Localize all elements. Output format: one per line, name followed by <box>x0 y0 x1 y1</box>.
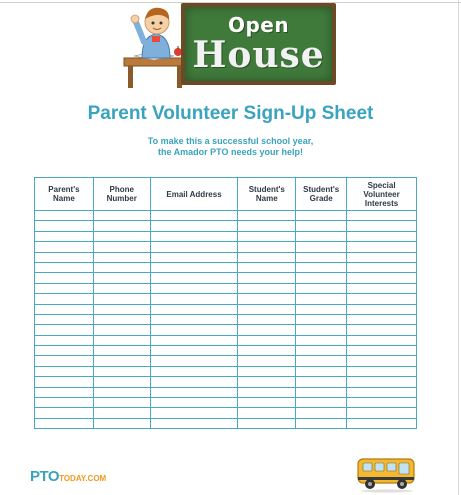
table-cell <box>238 325 296 335</box>
table-cell <box>35 211 94 221</box>
table-cell <box>347 242 417 252</box>
table-cell <box>35 325 94 335</box>
table-cell <box>347 294 417 304</box>
table-cell <box>296 252 347 262</box>
table-cell <box>150 273 238 283</box>
table-cell <box>93 387 150 397</box>
table-cell <box>296 335 347 345</box>
page-title: Parent Volunteer Sign-Up Sheet <box>87 103 374 124</box>
page-subtitle <box>0 136 461 158</box>
table-row <box>35 283 417 293</box>
table-cell <box>296 377 347 387</box>
table-cell <box>347 231 417 241</box>
column-header-phone-number: Phone Number <box>93 178 150 211</box>
table-cell <box>93 325 150 335</box>
table-row <box>35 314 417 324</box>
table-cell <box>347 283 417 293</box>
table-cell <box>35 304 94 314</box>
table-cell <box>347 325 417 335</box>
table-row <box>35 294 417 304</box>
table-cell <box>150 346 238 356</box>
table-cell <box>347 387 417 397</box>
table-cell <box>347 221 417 231</box>
table-cell <box>238 346 296 356</box>
table-cell <box>296 221 347 231</box>
table-cell <box>93 242 150 252</box>
table-cell <box>93 262 150 272</box>
table-cell <box>35 398 94 408</box>
table-cell <box>150 377 238 387</box>
table-cell <box>150 356 238 366</box>
table-cell <box>347 356 417 366</box>
table-cell <box>296 356 347 366</box>
table-row <box>35 211 417 221</box>
table-cell <box>347 314 417 324</box>
table-row <box>35 252 417 262</box>
school-bus-icon <box>356 455 418 493</box>
table-cell <box>347 304 417 314</box>
table-cell <box>93 294 150 304</box>
table-cell <box>150 418 238 428</box>
table-cell <box>150 408 238 418</box>
table-cell <box>238 262 296 272</box>
table-cell <box>296 283 347 293</box>
table-cell <box>238 377 296 387</box>
table-cell <box>238 304 296 314</box>
table-cell <box>93 221 150 231</box>
table-cell <box>93 346 150 356</box>
pto-today-logo <box>30 468 106 485</box>
table-cell <box>150 262 238 272</box>
table-cell <box>238 242 296 252</box>
table-cell <box>35 252 94 262</box>
table-cell <box>150 294 238 304</box>
table-cell <box>93 304 150 314</box>
table-cell <box>347 377 417 387</box>
table-cell <box>150 283 238 293</box>
table-cell <box>347 252 417 262</box>
table-cell <box>35 262 94 272</box>
table-cell <box>35 294 94 304</box>
table-cell <box>238 387 296 397</box>
table-cell <box>238 273 296 283</box>
table-row <box>35 356 417 366</box>
table-cell <box>150 366 238 376</box>
table-cell <box>238 294 296 304</box>
table-cell <box>347 335 417 345</box>
table-cell <box>35 231 94 241</box>
table-cell <box>296 418 347 428</box>
table-cell <box>150 325 238 335</box>
table-cell <box>347 262 417 272</box>
open-house-header <box>120 0 340 92</box>
table-cell <box>93 377 150 387</box>
table-cell <box>93 231 150 241</box>
table-cell <box>347 418 417 428</box>
table-cell <box>35 356 94 366</box>
table-cell <box>35 346 94 356</box>
table-cell <box>347 408 417 418</box>
table-cell <box>150 252 238 262</box>
table-cell <box>296 262 347 272</box>
table-cell <box>238 366 296 376</box>
table-cell <box>93 211 150 221</box>
table-cell <box>296 325 347 335</box>
table-row <box>35 418 417 428</box>
table-cell <box>150 387 238 397</box>
table-cell <box>35 377 94 387</box>
table-row <box>35 366 417 376</box>
subtitle-line-2: the Amador PTO needs your help! <box>157 147 304 157</box>
table-cell <box>347 273 417 283</box>
table-cell <box>35 335 94 345</box>
table-cell <box>238 283 296 293</box>
table-cell <box>347 398 417 408</box>
table-cell <box>150 242 238 252</box>
table-cell <box>296 273 347 283</box>
table-cell <box>347 346 417 356</box>
column-header-student-name: Student's Name <box>238 178 296 211</box>
table-row <box>35 377 417 387</box>
table-cell <box>296 387 347 397</box>
table-cell <box>35 387 94 397</box>
chalkboard <box>181 3 336 85</box>
table-cell <box>296 211 347 221</box>
table-row <box>35 335 417 345</box>
sign-up-table <box>34 177 417 429</box>
table-cell <box>347 211 417 221</box>
column-header-email-address: Email Address <box>150 178 238 211</box>
table-cell <box>93 335 150 345</box>
table-cell <box>35 366 94 376</box>
table-cell <box>35 418 94 428</box>
table-cell <box>238 335 296 345</box>
table-row <box>35 262 417 272</box>
table-row <box>35 387 417 397</box>
table-cell <box>93 408 150 418</box>
table-cell <box>93 283 150 293</box>
table-cell <box>150 304 238 314</box>
logo-main: PTO <box>30 468 60 485</box>
table-row <box>35 408 417 418</box>
table-cell <box>93 252 150 262</box>
table-cell <box>296 366 347 376</box>
table-cell <box>35 314 94 324</box>
table-row <box>35 304 417 314</box>
table-cell <box>35 283 94 293</box>
table-cell <box>93 273 150 283</box>
table-cell <box>150 231 238 241</box>
table-body <box>35 211 417 429</box>
table-row <box>35 273 417 283</box>
table-cell <box>238 211 296 221</box>
table-cell <box>238 418 296 428</box>
table-cell <box>296 346 347 356</box>
table-cell <box>150 398 238 408</box>
table-cell <box>296 304 347 314</box>
board-line-house: House <box>192 34 325 76</box>
table-cell <box>296 314 347 324</box>
table-cell <box>93 314 150 324</box>
table-cell <box>150 335 238 345</box>
table-cell <box>296 398 347 408</box>
board-line-open: Open <box>227 13 290 37</box>
table-cell <box>35 408 94 418</box>
table-cell <box>150 221 238 231</box>
table-row <box>35 221 417 231</box>
table-cell <box>296 231 347 241</box>
table-cell <box>238 221 296 231</box>
table-row <box>35 325 417 335</box>
table-cell <box>35 242 94 252</box>
table-cell <box>93 418 150 428</box>
table-cell <box>238 398 296 408</box>
table-cell <box>238 408 296 418</box>
table-cell <box>296 408 347 418</box>
table-cell <box>296 242 347 252</box>
right-divider <box>458 0 459 495</box>
table-row <box>35 346 417 356</box>
column-header-parent-name: Parent's Name <box>35 178 94 211</box>
table-cell <box>150 314 238 324</box>
table-cell <box>93 356 150 366</box>
table-cell <box>35 273 94 283</box>
table-cell <box>296 294 347 304</box>
table-row <box>35 398 417 408</box>
table-row <box>35 242 417 252</box>
table-cell <box>93 366 150 376</box>
table-cell <box>238 314 296 324</box>
table-cell <box>35 221 94 231</box>
table-cell <box>238 356 296 366</box>
table-cell <box>238 231 296 241</box>
column-header-student-grade: Student's Grade <box>296 178 347 211</box>
subtitle-line-1: To make this a successful school year, <box>147 136 314 146</box>
table-cell <box>93 398 150 408</box>
table-header-row <box>35 178 417 211</box>
table-cell <box>150 211 238 221</box>
logo-sub: TODAY.COM <box>59 474 107 483</box>
table-cell <box>238 252 296 262</box>
column-header-volunteer-interests: Special Volunteer Interests <box>347 178 417 211</box>
table-cell <box>347 366 417 376</box>
table-row <box>35 231 417 241</box>
